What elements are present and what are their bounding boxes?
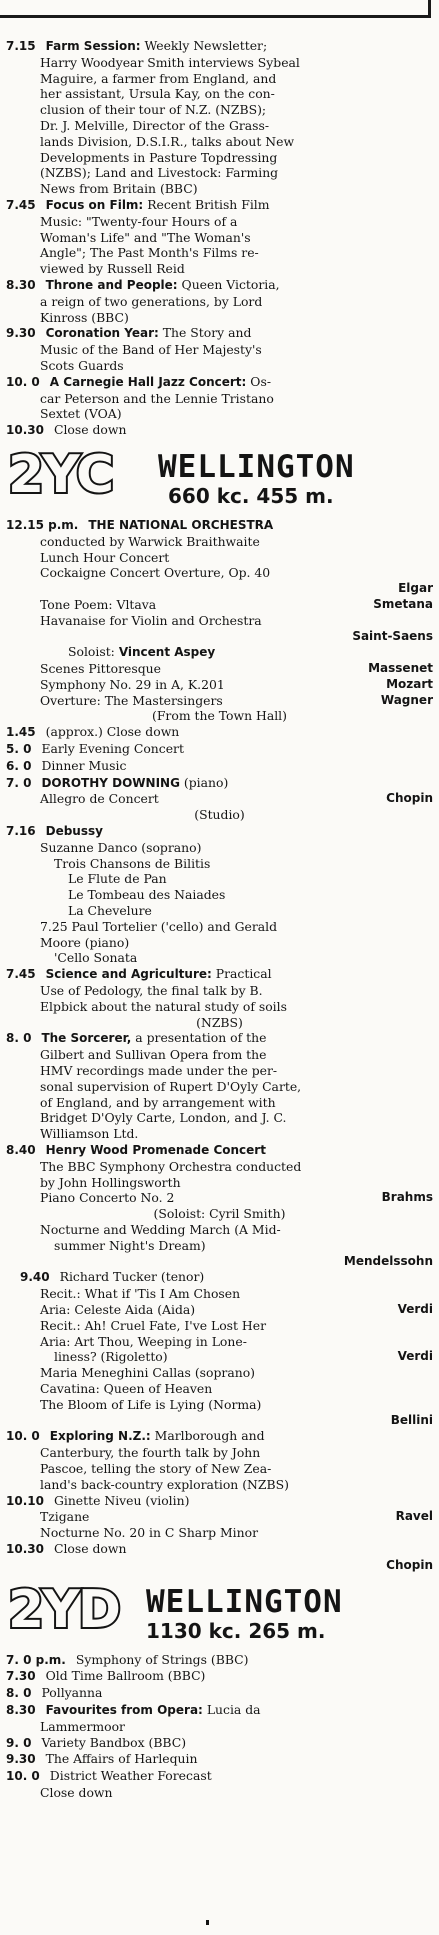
programme-text: Music: "Twenty-four Hours of a (40, 213, 238, 229)
programme-time: 7. 0 p.m. (6, 1652, 66, 1667)
programme-line: (NZBS) (196, 1014, 243, 1030)
programme-text: Music of the Band of Her Majesty's (40, 342, 262, 358)
programme-line: Tzigane Ravel (40, 1509, 433, 1525)
programme-block-2yd (6, 1652, 433, 1801)
programme-line (6, 181, 433, 197)
programme-time: 10. 0 (6, 374, 40, 389)
programme-line: Cockaigne Concert Overture, Op. 40 (40, 565, 271, 581)
programme-line: Havanaise for Violin and Orchestra (40, 612, 262, 628)
programme-block-previous-station (6, 38, 433, 439)
programme-text: her assistant, Ursula Kay, on the con- (40, 86, 275, 102)
programme-line: Pascoe, telling the story of New Zea- (40, 1460, 272, 1476)
programme-text: Developments in Pasture Topdressing (40, 149, 278, 165)
programme-line: Piano Concerto No. 2 Brahms (40, 1190, 433, 1206)
programme-line: Lammermoor (40, 1718, 125, 1734)
top-rule (0, 15, 430, 18)
programme-line: Moore (piano) (40, 934, 130, 950)
programme-text: Woman's Life" and "The Woman's (40, 229, 251, 245)
programme-entry: 7. 0 DOROTHY DOWNING (piano) (6, 774, 229, 790)
programme-text: Close down (53, 422, 127, 438)
programme-line (6, 261, 433, 277)
programme-line: Symphony No. 29 in A, K.201 Mozart (40, 676, 433, 692)
programme-text: Queen Victoria, (181, 276, 280, 292)
composer-name: Saint-Saens (352, 628, 433, 643)
programme-line (6, 134, 433, 150)
top-border (0, 0, 439, 22)
programme-entry: 8. 0 The Sorcerer, a presentation of the (6, 1030, 267, 1046)
programme-line: Nocturne and Wedding March (A Mid- (40, 1221, 281, 1237)
programme-time: 8.30 (6, 277, 36, 292)
programme-entry: 10. 0 Exploring N.Z.: Marlborough and (6, 1428, 265, 1444)
programme-line: (Studio) (194, 807, 245, 823)
print-mark (206, 1920, 209, 1925)
programme-line: Canterbury, the fourth talk by John (40, 1445, 261, 1461)
programme-line (6, 86, 433, 102)
programme-title: Coronation Year: (45, 326, 159, 341)
programme-line (6, 406, 433, 422)
station-header-2yd (6, 1579, 433, 1646)
programme-line (6, 358, 433, 374)
programme-line: The Bloom of Life is Lying (Norma) (40, 1396, 262, 1412)
programme-line: Williamson Ltd. (40, 1126, 139, 1142)
programme-line: Le Tombeau des Naiades (68, 887, 226, 903)
programme-entry (6, 1685, 433, 1702)
programme-line (6, 245, 433, 261)
programme-line (6, 391, 433, 407)
programme-entry (6, 1668, 433, 1685)
programme-time: 8. 0 (6, 1686, 32, 1701)
programme-entry (6, 1768, 433, 1785)
programme-entry (6, 422, 433, 439)
programme-entry (6, 1751, 433, 1768)
programme-line (6, 102, 433, 118)
composer-name: Brahms (381, 1190, 433, 1205)
programme-time: 9.30 (6, 1752, 36, 1767)
station-frequency: 660 kc. 455 m. (168, 483, 334, 508)
programme-text: Dr. J. Melville, Director of the Grass- (40, 117, 270, 133)
programme-text: Variety Bandbox (BBC) (41, 1734, 187, 1750)
composer-name: Elgar (398, 581, 433, 596)
programme-entry: 7.16 Debussy (6, 824, 103, 839)
programme-line: (Soloist: Cyril Smith) (153, 1206, 286, 1222)
programme-text: The Affairs of Harlequin (45, 1751, 198, 1767)
programme-time: 7.45 (6, 197, 36, 212)
listing-content (6, 38, 433, 1801)
programme-line (6, 150, 433, 166)
programme-time: 9.30 (6, 326, 36, 341)
programme-line: sonal supervision of Rupert D'Oyly Carte, (40, 1078, 302, 1094)
composer-name: Mozart (386, 676, 433, 691)
programme-entry: 10.10 Ginette Niveu (violin) (6, 1492, 190, 1508)
programme-text: The Story and (162, 325, 252, 341)
programme-title: Farm Session: (45, 39, 141, 53)
programme-line: Recit.: Ah! Cruel Fate, I've Lost Her (40, 1317, 266, 1333)
programme-entry (6, 325, 433, 342)
composer-name: Chopin (386, 1557, 433, 1572)
station-logo: 2YC (8, 444, 113, 505)
programme-title: Throne and People: (45, 277, 178, 292)
composer-name: Verdi (397, 1301, 433, 1316)
programme-line: Bridget D'Oyly Carte, London, and J. C. (40, 1110, 287, 1126)
composer-name: Verdi (397, 1349, 433, 1364)
programme-line: by John Hollingsworth (40, 1174, 181, 1190)
programme-line (6, 310, 433, 326)
programme-time: 7.30 (6, 1669, 36, 1684)
programme-time: 8.30 (6, 1702, 36, 1717)
programme-text: Weekly Newsletter; (144, 38, 268, 53)
programme-text: clusion of their tour of N.Z. (NZBS); (40, 102, 267, 118)
programme-time: 9. 0 (6, 1735, 32, 1750)
programme-line: Gilbert and Sullivan Opera from the (40, 1047, 267, 1063)
programme-line: Overture: The Mastersingers Wagner (40, 692, 433, 708)
programme-line: 'Cello Sonata (54, 950, 138, 966)
composer-name: Bellini (390, 1412, 433, 1427)
programme-text: District Weather Forecast (49, 1768, 212, 1784)
programme-line (6, 230, 433, 246)
programme-text: Angle"; The Past Month's Films re- (40, 245, 259, 261)
programme-text: Lucia da (206, 1701, 261, 1717)
programme-line: The BBC Symphony Orchestra conducted (40, 1158, 302, 1174)
programme-line: Maria Meneghini Callas (soprano) (40, 1365, 256, 1381)
programme-line: Allegro de Concert Chopin (40, 791, 433, 807)
programme-entry (6, 1702, 433, 1719)
programme-line: Scenes Pittoresque Massenet (40, 661, 433, 677)
composer-name: Mendelssohn (343, 1253, 433, 1268)
programme-text: Harry Woodyear Smith interviews Sybeal (40, 54, 300, 70)
programme-line (6, 342, 433, 358)
programme-line: Use of Pedology, the final talk by B. (40, 983, 263, 999)
programme-line (6, 214, 433, 230)
programme-line: Recit.: What if 'Tis I Am Chosen (40, 1286, 241, 1302)
programme-line (6, 118, 433, 134)
programme-entry (6, 277, 433, 294)
programme-entry: 6. 0 Dinner Music (6, 757, 127, 773)
programme-line: Suzanne Danco (soprano) (40, 839, 202, 855)
programme-entry (6, 197, 433, 214)
programme-line: Trois Chansons de Bilitis (54, 855, 211, 871)
corner-rule (428, 0, 431, 18)
programme-entry: 9.40 Richard Tucker (tenor) (20, 1269, 205, 1285)
programme-entry (6, 1652, 433, 1669)
programme-entry: 7.45 Science and Agriculture: Practical (6, 966, 272, 982)
programme-line: Nocturne No. 20 in C Sharp Minor (40, 1525, 259, 1541)
programme-line: La Chevelure (68, 903, 152, 919)
programme-line: Lunch Hour Concert (40, 549, 170, 565)
programme-line: Elpbick about the natural study of soils (40, 998, 287, 1014)
programme-text: Old Time Ballroom (BBC) (45, 1668, 206, 1684)
station-logo: 2YD (8, 1579, 119, 1640)
programme-text: Kinross (BBC) (40, 309, 129, 325)
programme-line: Soloist: Vincent Aspey (68, 644, 216, 660)
programme-text: Pollyanna (41, 1685, 103, 1701)
programme-line: Aria: Art Thou, Weeping in Lone- (40, 1333, 247, 1349)
composer-name: Ravel (395, 1509, 433, 1524)
programme-text: viewed by Russell Reid (40, 261, 185, 277)
programme-title: A Carnegie Hall Jazz Concert: (49, 374, 247, 389)
programme-entry: 8.40 Henry Wood Promenade Concert (6, 1143, 266, 1157)
programme-line (6, 55, 433, 71)
composer-name: Wagner (380, 692, 433, 707)
programme-line (6, 165, 433, 181)
programme-text: Sextet (VOA) (40, 406, 122, 422)
composer-name: Chopin (386, 791, 433, 806)
programme-text: Recent British Film (147, 196, 270, 212)
programme-line: (From the Town Hall) (152, 708, 287, 724)
programme-title: Focus on Film: (45, 197, 144, 212)
programme-block-2yc (6, 517, 433, 1574)
programme-time: 10. 0 (6, 1769, 40, 1784)
composer-name: Massenet (368, 661, 433, 676)
station-header-2yc (6, 444, 433, 511)
programme-text: a reign of two generations, by Lord (40, 293, 263, 309)
station-city: WELLINGTON (158, 448, 355, 485)
programme-line (6, 71, 433, 87)
programme-line (6, 294, 433, 310)
programme-line: Tone Poem: Vltava Smetana (40, 596, 433, 612)
programme-entry: 12.15 p.m. THE NATIONAL ORCHESTRA (6, 517, 274, 532)
programme-text: car Peterson and the Lennie Tristano (40, 390, 274, 406)
programme-text: Scots Guards (40, 357, 124, 373)
programme-line: Close down (40, 1784, 113, 1800)
programme-line: HMV recordings made under the per- (40, 1063, 278, 1079)
programme-line: land's back-country exploration (NZBS) (40, 1476, 289, 1492)
programme-text: Os- (250, 373, 272, 389)
programme-entry: 10.30 Close down (6, 1540, 127, 1556)
programme-text: Symphony of Strings (BBC) (75, 1651, 249, 1667)
station-frequency: 1130 kc. 265 m. (146, 1618, 326, 1643)
programme-line: Aria: Celeste Aida (Aida) Verdi (40, 1301, 433, 1317)
programme-line: Cavatina: Queen of Heaven (40, 1380, 213, 1396)
programme-text: News from Britain (BBC) (40, 181, 198, 197)
station-city: WELLINGTON (146, 1583, 343, 1620)
programme-entry (6, 374, 433, 391)
programme-line: of England, and by arrangement with (40, 1094, 276, 1110)
programme-line: Le Flute de Pan (68, 871, 167, 887)
programme-entry: 1.45 (approx.) Close down (6, 724, 180, 740)
programme-line: liness? (Rigoletto) Verdi (54, 1349, 433, 1365)
programme-line: conducted by Warwick Braithwaite (40, 533, 260, 549)
programme-title: Favourites from Opera: (45, 1702, 203, 1717)
programme-text: lands Division, D.S.I.R., talks about New (40, 133, 295, 149)
composer-name: Smetana (373, 596, 433, 611)
programme-entry (6, 1735, 433, 1752)
programme-entry: 5. 0 Early Evening Concert (6, 741, 184, 757)
programme-text: (NZBS); Land and Livestock: Farming (40, 165, 279, 181)
programme-text: Maguire, a farmer from England, and (40, 70, 277, 86)
programme-line: 7.25 Paul Tortelier ('cello) and Gerald (40, 918, 278, 934)
programme-line: summer Night's Dream) (54, 1237, 206, 1253)
programme-time: 10.30 (6, 423, 44, 438)
programme-entry (6, 38, 433, 55)
programme-time: 7.15 (6, 39, 36, 53)
